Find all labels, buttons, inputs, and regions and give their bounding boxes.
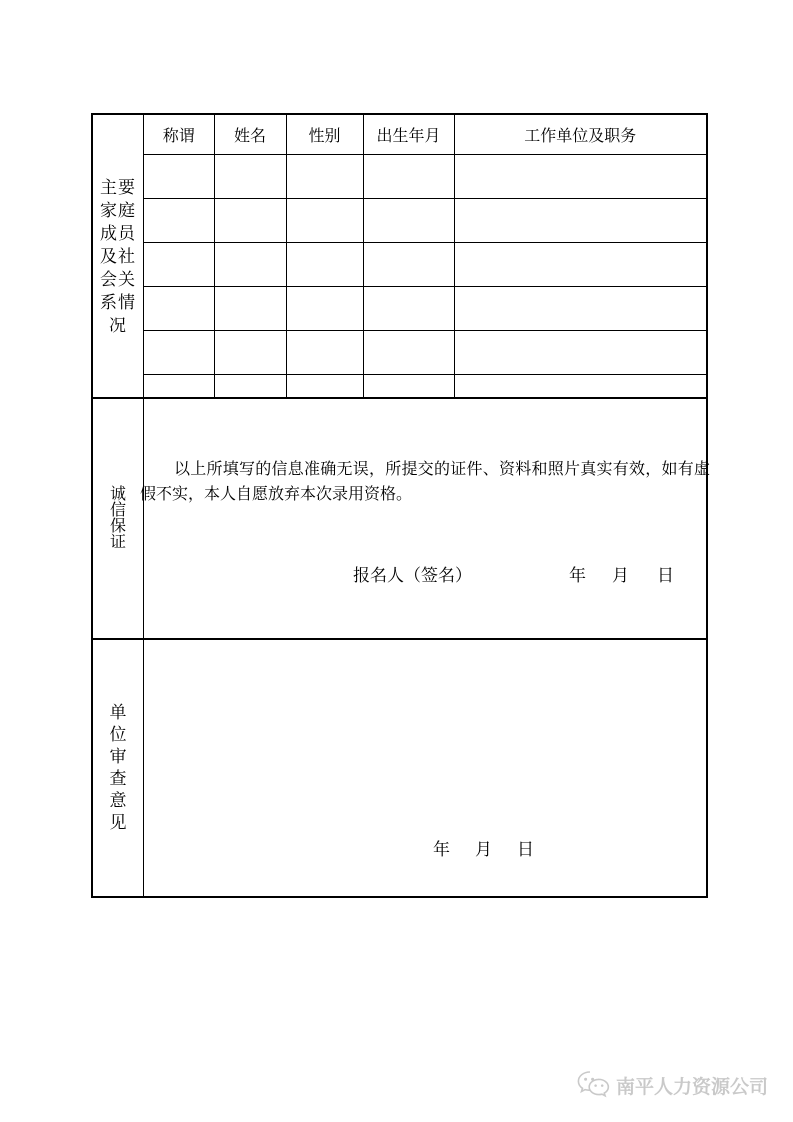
- empty-cell: [363, 331, 454, 375]
- signature-line: [353, 561, 710, 586]
- column-header-relation: 称谓: [144, 115, 214, 154]
- review-label-char: 查: [109, 769, 127, 788]
- pledge-label-char: 诚: [109, 485, 126, 503]
- empty-cell: [214, 375, 286, 397]
- date-month-label: 月: [612, 566, 629, 585]
- family-table-header-row: [144, 115, 706, 154]
- family-label-line: 成员: [100, 223, 136, 243]
- empty-cell: [286, 375, 363, 397]
- empty-cell: [286, 331, 363, 375]
- empty-cell: [363, 198, 454, 242]
- empty-cell: [214, 331, 286, 375]
- date-year-label: 年: [433, 840, 450, 859]
- column-header-gender: 性别: [286, 115, 363, 154]
- watermark-text: 南平人力资源公司: [616, 1076, 769, 1098]
- review-section: [93, 640, 706, 896]
- empty-cell: [454, 375, 706, 397]
- signer-label: 报名人（签名）: [353, 566, 472, 585]
- review-label-char: 意: [109, 791, 127, 810]
- table-row: [144, 375, 706, 397]
- table-row: [144, 198, 706, 242]
- table-row: [144, 154, 706, 198]
- watermark: [577, 1070, 768, 1100]
- empty-cell: [144, 287, 214, 331]
- family-label-line: 况: [109, 315, 127, 335]
- empty-cell: [144, 154, 214, 198]
- date-day-label: 日: [517, 840, 534, 859]
- empty-cell: [144, 331, 214, 375]
- empty-cell: [286, 198, 363, 242]
- date-day-label: 日: [657, 566, 674, 585]
- application-form-table: [91, 113, 708, 898]
- empty-cell: [214, 154, 286, 198]
- empty-cell: [144, 198, 214, 242]
- empty-cell: [214, 242, 286, 286]
- family-section: [93, 115, 706, 399]
- review-label-char: 见: [109, 813, 127, 832]
- family-label-line: 会关: [100, 269, 136, 289]
- empty-cell: [454, 287, 706, 331]
- family-section-label: [93, 115, 144, 397]
- family-table: [144, 115, 706, 397]
- review-label-char: 位: [109, 725, 127, 744]
- review-section-label: [93, 640, 144, 896]
- table-row: [144, 287, 706, 331]
- wechat-icon: [577, 1070, 611, 1100]
- pledge-label-char: 证: [109, 533, 126, 551]
- pledge-label-char: 保: [109, 517, 126, 535]
- empty-cell: [454, 154, 706, 198]
- family-table-area: [144, 115, 706, 397]
- empty-cell: [214, 287, 286, 331]
- review-label-char: 单: [109, 703, 127, 722]
- family-table-body: [144, 115, 706, 397]
- empty-cell: [454, 198, 706, 242]
- empty-cell: [286, 242, 363, 286]
- date-year-label: 年: [569, 566, 586, 585]
- pledge-label-char: 信: [109, 501, 126, 519]
- pledge-section-label: [93, 399, 144, 638]
- empty-cell: [286, 154, 363, 198]
- empty-cell: [454, 242, 706, 286]
- pledge-section: [93, 399, 710, 640]
- pledge-content: [140, 399, 710, 638]
- date-month-label: 月: [475, 840, 492, 859]
- family-label-line: 家庭: [100, 200, 136, 220]
- empty-cell: [454, 331, 706, 375]
- empty-cell: [144, 242, 214, 286]
- review-label-char: 审: [109, 747, 127, 766]
- column-header-workunit: 工作单位及职务: [454, 115, 706, 154]
- column-header-name: 姓名: [214, 115, 286, 154]
- empty-cell: [144, 375, 214, 397]
- table-row: [144, 331, 706, 375]
- empty-cell: [363, 242, 454, 286]
- family-label-line: 及社: [100, 246, 136, 266]
- empty-cell: [214, 198, 286, 242]
- review-content: [144, 640, 706, 896]
- empty-cell: [363, 154, 454, 198]
- family-label-line: 系情: [100, 292, 136, 312]
- review-date-line: [433, 835, 534, 860]
- family-label-line: 主要: [100, 177, 136, 197]
- empty-cell: [286, 287, 363, 331]
- empty-cell: [363, 375, 454, 397]
- column-header-birthdate: 出生年月: [363, 115, 454, 154]
- table-row: [144, 242, 706, 286]
- empty-cell: [363, 287, 454, 331]
- pledge-text: 以上所填写的信息准确无误，所提交的证件、资料和照片真实有效，如有虚假不实，本人自愿放弃本次录用资格。: [140, 461, 710, 503]
